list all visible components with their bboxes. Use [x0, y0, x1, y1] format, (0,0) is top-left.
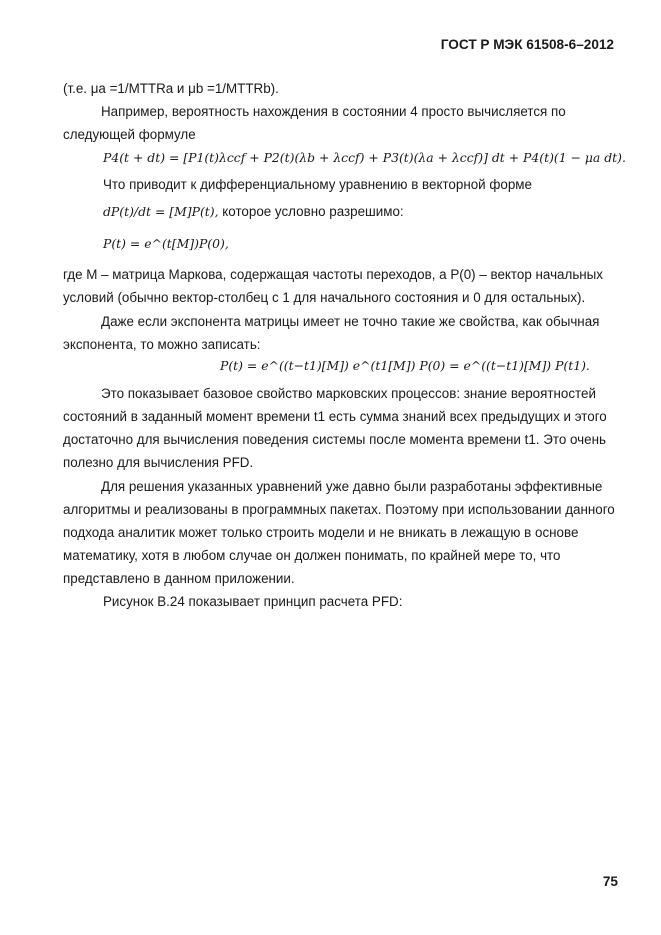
document-header: ГОСТ Р МЭК 61508-6–2012 [440, 37, 614, 52]
paragraph-line: Что приводит к дифференциальному уравнению в векторной форме [103, 177, 532, 192]
paragraph-line: состояний в заданный момент времени t1 есть сумма знаний всех предыдущих и этого [63, 409, 607, 424]
paragraph-line: представлено в данном приложении. [63, 571, 295, 586]
paragraph-line: условий (обычно вектор-столбец с 1 для начального состояния и 0 для остальных). [63, 290, 586, 305]
paragraph-line: следующей формуле [63, 127, 196, 142]
paragraph-line: алгоритмы и реализованы в программных пакетах. Поэтому при использовании данного [63, 502, 615, 517]
line-mu-definition [63, 81, 279, 96]
mu-definition-text: (т.е. μa =1/MTTRa и μb =1/MTTRb). [63, 81, 279, 96]
formula-markov-property: P(t) = e^((t−t1)[M]) e^(t1[M]) P(0) = e^((t−t1)[M]) P(t1). [220, 358, 590, 373]
formula-differential: dP(t)/dt = [M]P(t), [103, 204, 219, 219]
paragraph-line: подхода аналитик может только строить модели и не вникать в лежащую в основе [63, 525, 579, 540]
formula-solution: P(t) = e^(t[M])P(0), [103, 236, 229, 251]
paragraph-line: экспонента, то можно записать: [63, 337, 261, 352]
paragraph-line: Это показывает базовое свойство марковских процессов: знание вероятностей [101, 386, 596, 401]
page-number: 75 [602, 874, 618, 889]
paragraph-line: полезно для вычисления PFD. [63, 455, 254, 470]
formula-p4: P4(t + dt) = [P1(t)λccf + P2(t)(λb + λccf) + P3(t)(λa + λccf)] dt + P4(t)(1 − μa dt). [103, 150, 626, 165]
formula-differential-line [103, 204, 404, 219]
paragraph-line: Даже если экспонента матрицы имеет не точно такие же свойства, как обычная [101, 314, 600, 329]
paragraph-line: Для решения указанных уравнений уже давно были разработаны эффективные [101, 479, 603, 494]
paragraph-line: достаточно для вычисления поведения системы после момента времени t1. Это очень [63, 432, 606, 447]
paragraph-line: где M – матрица Маркова, содержащая частоты переходов, а P(0) – вектор начальных [63, 267, 604, 282]
formula-differential-tail: которое условно разрешимо: [222, 204, 404, 219]
figure-reference-line: Рисунок В.24 показывает принцип расчета PFD: [103, 594, 403, 609]
paragraph-line: Например, вероятность нахождения в состоянии 4 просто вычисляется по [101, 104, 566, 119]
paragraph-line: математику, хотя в любом случае он должен понимать, по крайней мере то, что [63, 548, 561, 563]
